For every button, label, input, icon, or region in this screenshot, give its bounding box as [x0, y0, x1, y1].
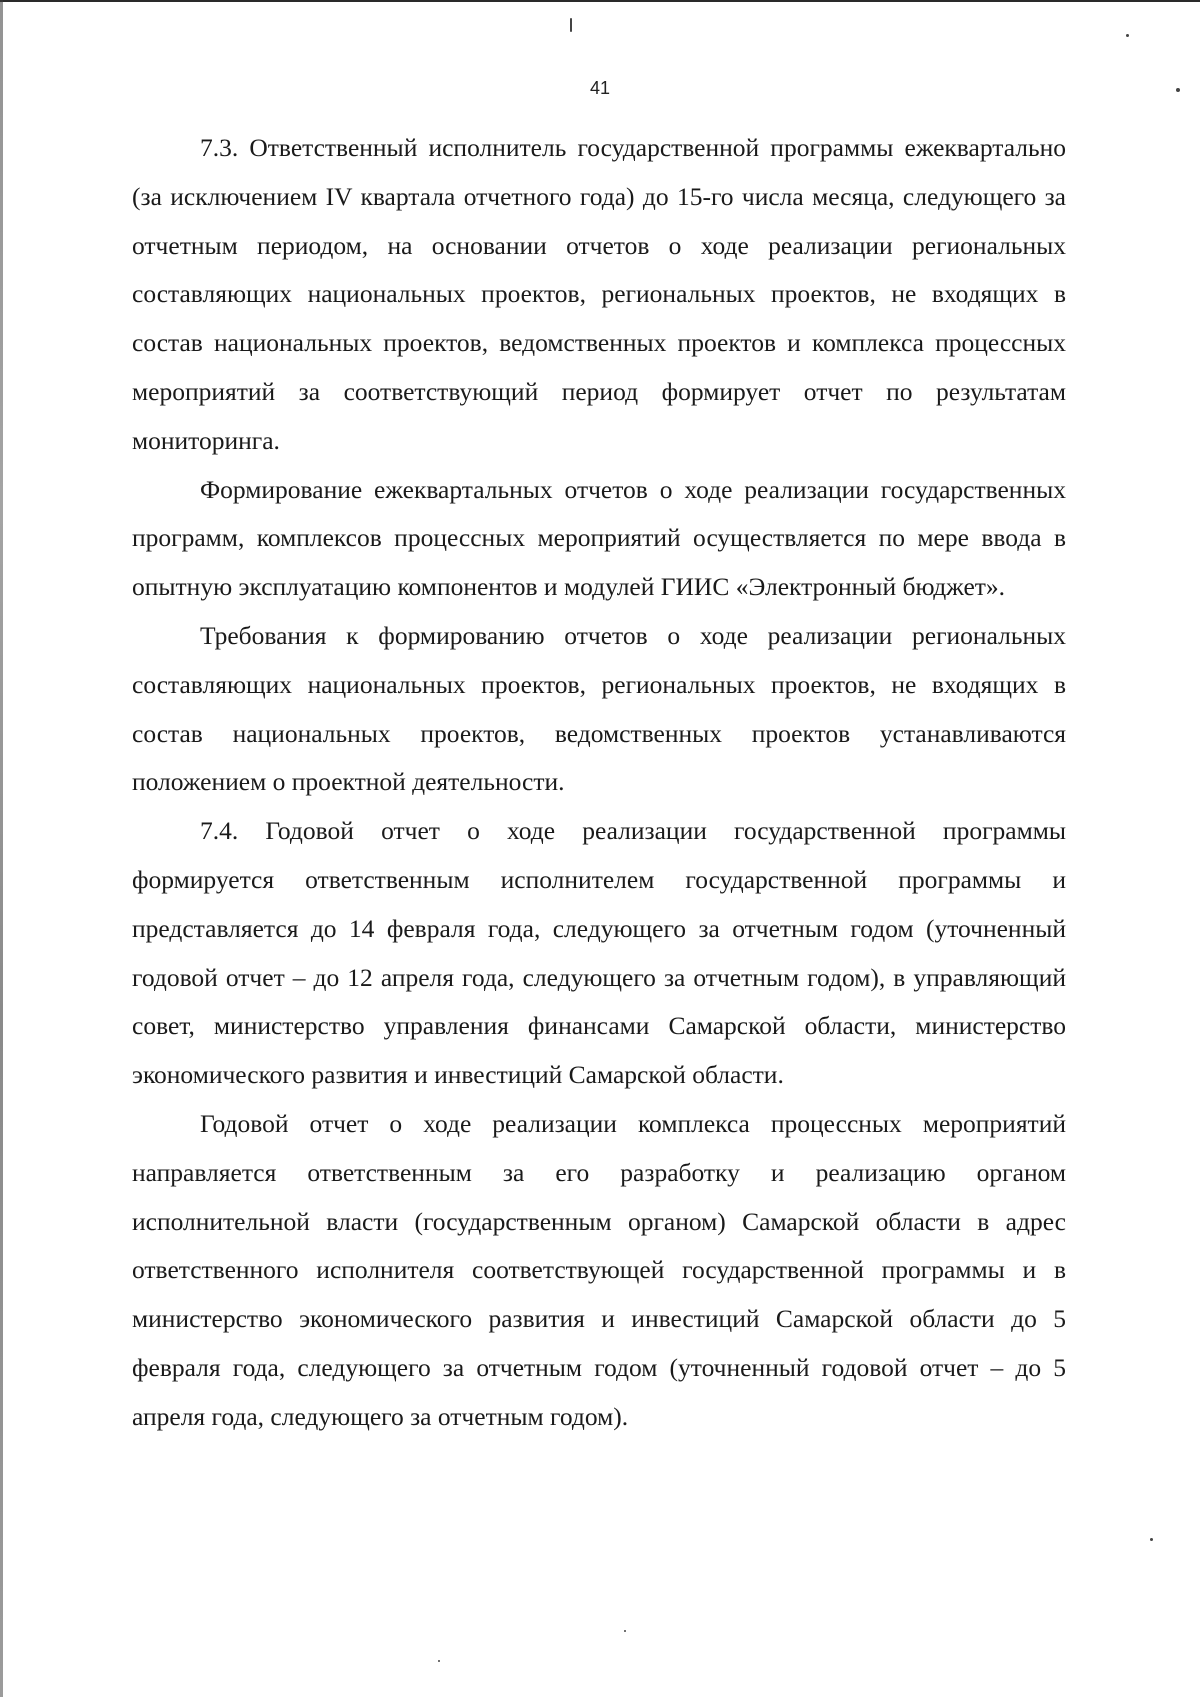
- scan-speck: [1176, 88, 1180, 92]
- paragraph-report-requirements: Требования к формированию отчетов о ходе реализации региональных составляющих национальных проектов, региональных проектов, не входящих в состав национальных проектов, ведомственных проектов устанавливаются положением о проектной деятельности.: [132, 620, 1066, 797]
- paragraph-7-3: 7.3. Ответственный исполнитель государственной программы ежеквартально (за исключением IV квартала отчетного года) до 15-го числа месяца, следующего за отчетным периодом, на основании отчетов о ходе реализации региональных составляющих национальных проектов, региональных проектов, не входящих в состав национальных проектов, ведомственных проектов и комплекса процессных мероприятий за соответствующий период формирует отчет по результатам мониторинга.: [132, 133, 1066, 455]
- scan-top-edge: [0, 0, 1200, 2]
- paragraph-7-4: 7.4. Годовой отчет о ходе реализации государственной программы формируется ответственным исполнителем государственной программы и представляется до 14 февраля года, следующего за отчетным годом (уточненный годовой отчет – до 12 апреля года, следующего за отчетным годом), в управляющий совет, министерство управления финансами Самарской области, министерство экономического развития и инвестиций Самарской области.: [132, 816, 1066, 1090]
- scan-speck: [1150, 1538, 1153, 1541]
- scan-left-edge: [0, 0, 3, 1697]
- scan-speck: [570, 18, 572, 32]
- scan-speck: [1126, 34, 1129, 37]
- page-number: 41: [589, 78, 611, 98]
- paragraph-annual-report-complex: Годовой отчет о ходе реализации комплекса процессных мероприятий направляется ответственным за его разработку и реализацию органом исполнительной власти (государственным органом) Самарской области в адрес ответственного исполнителя соответствующей государственной программы и в министерство экономического развития и инвестиций Самарской области до 5 февраля года, следующего за отчетным годом (уточненный годовой отчет – до 5 апреля года, следующего за отчетным годом).: [132, 1108, 1066, 1431]
- paragraph-quarterly-reports: Формирование ежеквартальных отчетов о ходе реализации государственных программ, комплексов процессных мероприятий осуществляется по мере ввода в опытную эксплуатацию компонентов и модулей ГИИС «Электронный бюджет».: [132, 474, 1066, 602]
- scan-speck: [624, 1630, 626, 1632]
- document-body: [132, 124, 1066, 1442]
- scan-speck: [438, 1660, 440, 1662]
